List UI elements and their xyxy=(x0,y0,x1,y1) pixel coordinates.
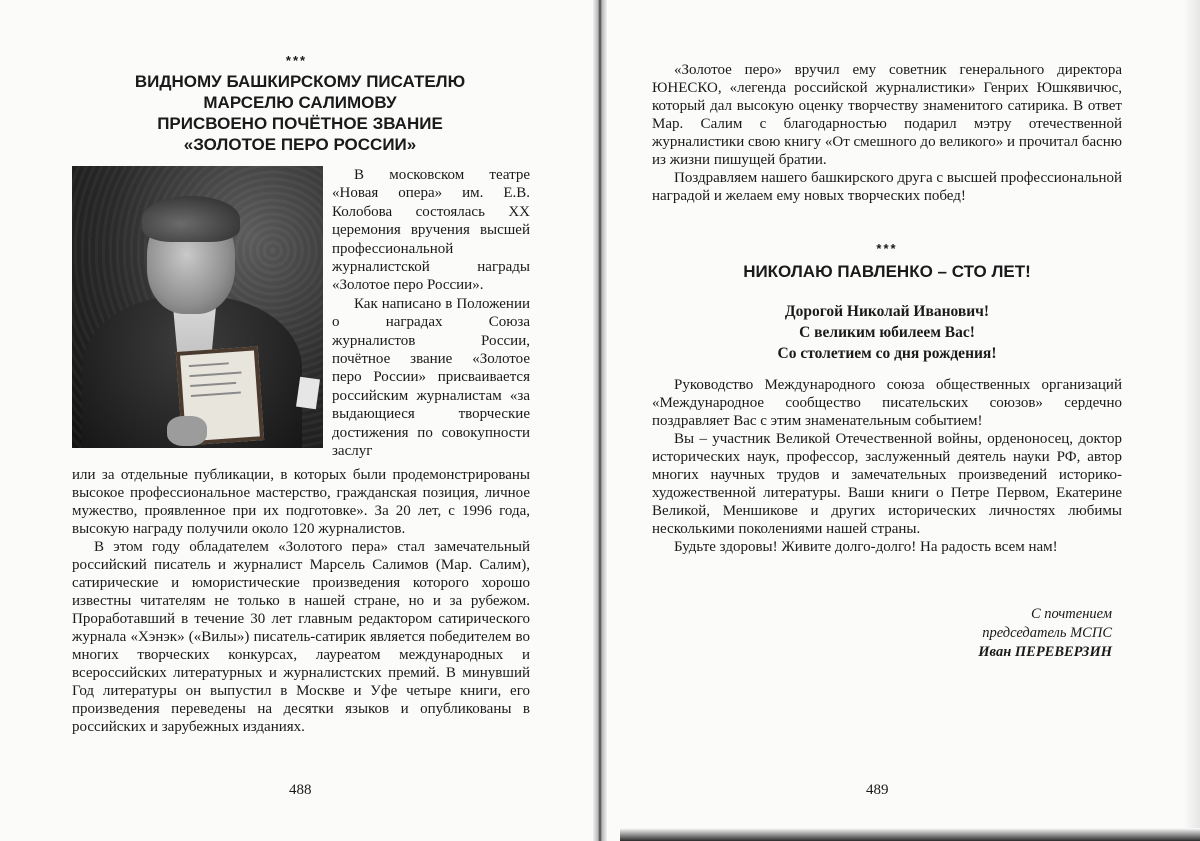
heading-line: МАРСЕЛЮ САЛИМОВУ xyxy=(203,93,397,112)
greeting-line: Со столетием со дня рождения! xyxy=(777,345,997,362)
signature-name: Иван ПЕРЕВЕРЗИН xyxy=(978,644,1112,660)
paragraph: или за отдельные публикации, в которых были продемонстрированы высокое профессиональное мастерство, гражданская позиция, личное мужество, проявленное при их подготовке». За 20 лет, с 1996 года, высокую награду получили около 120 журналистов. xyxy=(72,467,530,537)
heading-line: ПРИСВОЕНО ПОЧЁТНОЕ ЗВАНИЕ xyxy=(157,114,443,133)
signature-block xyxy=(807,605,1112,662)
heading-line: «ЗОЛОТОЕ ПЕРО РОССИИ» xyxy=(183,135,417,154)
page-edge xyxy=(1184,0,1200,841)
article-heading: НИКОЛАЮ ПАВЛЕНКО – СТО ЛЕТ! xyxy=(743,262,1031,281)
section-divider-stars: *** xyxy=(285,53,308,68)
paragraph: В этом году обладателем «Золотого пера» стал замечательный российский писатель и журналист Марсель Салимов (Мар. Салим), сатирические и юмористические произведения которого хорошо известны читателям не только в нашей стране, но и за рубежом. Проработавший в течение 30 лет главным редактором сатирического журнала «Хэнэк» («Вилы») писатель-сатирик является победителем во многих творческих конкурсах, лауреатом международных и всероссийских литературных и журналистских премий. В минувший Год литературы он выпустил в Москве и Уфе четыре книги, его произведения переведены на десятки языков и опубликованы в российских и зарубежных изданиях. xyxy=(72,539,530,735)
paragraph: Руководство Международного союза общественных организаций «Международное сообщество писательских союзов» сердечно поздравляет Вас с этим знаменательным событием! xyxy=(652,377,1122,429)
right-page xyxy=(607,0,1200,841)
text-beside-photo xyxy=(332,166,530,461)
page-number: 488 xyxy=(289,782,312,798)
paragraph: «Золотое перо» вручил ему советник генерального директора ЮНЕСКО, «легенда российской журналистики» Генрих Юшкявичюс, который дал высокую оценку творчеству знаменитого сатирика. В ответ Мар. Салим с благодарностью подарил мэтру отечественной журналистики свою книгу «От смешного до великого» и прочитал басню из жизни пишущей братии. xyxy=(652,62,1122,168)
paragraph: Поздравляем нашего башкирского друга с высшей профессиональной наградой и желаем ему новых творческих побед! xyxy=(652,170,1122,204)
greeting-line: Дорогой Николай Иванович! xyxy=(784,303,990,320)
section-divider-stars: *** xyxy=(876,241,898,256)
book-gutter xyxy=(593,0,607,841)
greeting-line: С великим юбилеем Вас! xyxy=(799,324,975,341)
scan-shadow xyxy=(620,828,1200,841)
left-page xyxy=(0,0,593,841)
signature-line: С почтением xyxy=(1030,606,1112,622)
heading-line: ВИДНОМУ БАШКИРСКОМУ ПИСАТЕЛЮ xyxy=(134,72,466,91)
portrait-photo xyxy=(72,166,323,448)
letter-body xyxy=(652,376,1122,556)
paragraph: Будьте здоровы! Живите долго-долго! На радость всем нам! xyxy=(674,539,1058,555)
article-continuation xyxy=(652,61,1122,205)
signature-line: председатель МСПС xyxy=(982,625,1112,641)
paragraph: Как написано в Положении о наградах Союза журналистов России, почётное звание «Золотое перо России» присваивается российским журналистам «за выдающиеся творческие достижения по совокупности заслуг xyxy=(332,295,530,460)
paragraph: Вы – участник Великой Отечественной войны, орденоносец, доктор исторических наук, профессор, заслуженный деятель науки РФ, автор многих научных трудов и замечательных произведений историко-художественной литературы. Ваши книги о Петре Первом, Екатерине Великой, Меншикове и других исторических личностях любимы несколькими поколениями нашей страны. xyxy=(652,431,1122,537)
page-number: 489 xyxy=(866,782,889,798)
article-heading xyxy=(60,71,540,155)
greeting-block xyxy=(607,301,1167,364)
paragraph: В московском театре «Новая опера» им. Е.В. Колобова состоялась XX церемония вручения высшей профессиональной журналистской награды «Золотое перо России». xyxy=(332,167,530,294)
article-body xyxy=(72,466,530,736)
